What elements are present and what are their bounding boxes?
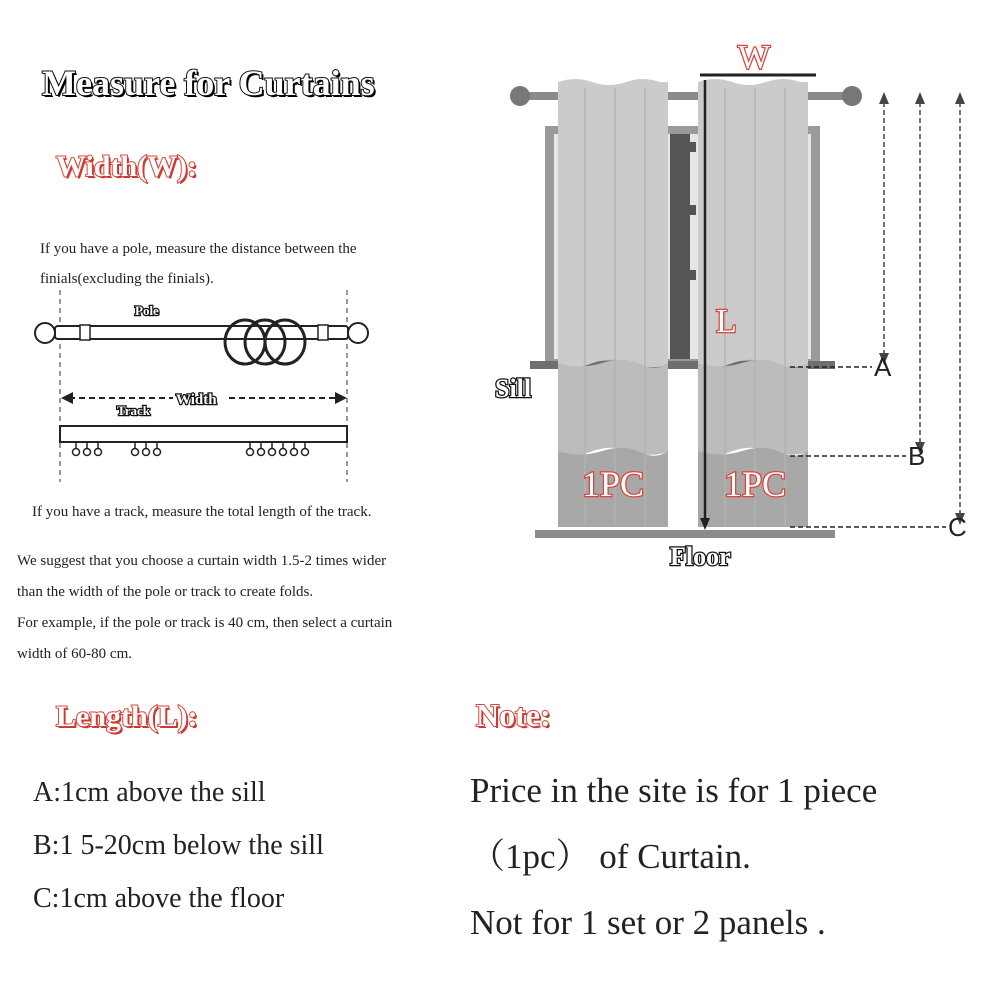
curtain-panel-right	[698, 79, 808, 527]
length-list	[33, 766, 324, 925]
sill-label: Sill	[495, 374, 532, 403]
note-line-3: Not for 1 set or 2 panels .	[470, 903, 826, 942]
suggestion-line: width of 60-80 cm.	[17, 646, 132, 662]
level-b-label: B	[908, 441, 926, 471]
note-text	[470, 758, 877, 956]
panel-right-label: 1PC	[724, 464, 787, 504]
w-label: W	[738, 39, 771, 76]
pole-instruction	[40, 234, 500, 294]
note-heading: Note:	[476, 697, 551, 733]
length-heading: Length(L):	[56, 700, 198, 733]
width-label: Width	[176, 392, 217, 408]
pole-track-diagram	[25, 290, 370, 485]
level-a-label: A	[874, 352, 892, 382]
track-label: Track	[117, 403, 150, 418]
pole-label: Pole	[135, 303, 159, 318]
curtain-panel-left	[558, 79, 668, 527]
length-item-a: A:1cm above the sill	[33, 777, 266, 808]
suggestion-line: We suggest that you choose a curtain width 1.5-2 times wider	[17, 553, 387, 569]
note-line-2: （1pc） of Curtain.	[470, 837, 751, 876]
track-instruction: If you have a track, measure the total length of the track.	[32, 504, 372, 520]
floor-label: Floor	[670, 542, 731, 571]
suggestion-text	[17, 546, 507, 670]
width-heading: Width(W):	[56, 150, 198, 183]
suggestion-line: For example, if the pole or track is 40 cm, then select a curtain	[17, 615, 393, 631]
note-line-1: Price in the site is for 1 piece	[470, 771, 878, 810]
suggestion-line: than the width of the pole or track to create folds.	[17, 584, 314, 600]
page-title: Measure for Curtains	[42, 63, 375, 103]
pole-instruction-line-2: finials(excluding the finials).	[40, 271, 214, 287]
level-c-label: C	[948, 512, 967, 542]
pole-instruction-line-1: If you have a pole, measure the distance between the	[40, 241, 357, 257]
panel-left-label: 1PC	[582, 464, 645, 504]
pole-drawing	[35, 320, 368, 364]
l-label: L	[716, 303, 737, 340]
length-item-c: C:1cm above the floor	[33, 883, 285, 914]
length-item-b: B:1 5-20cm below the sill	[33, 830, 324, 861]
curtain-diagram	[490, 30, 990, 575]
